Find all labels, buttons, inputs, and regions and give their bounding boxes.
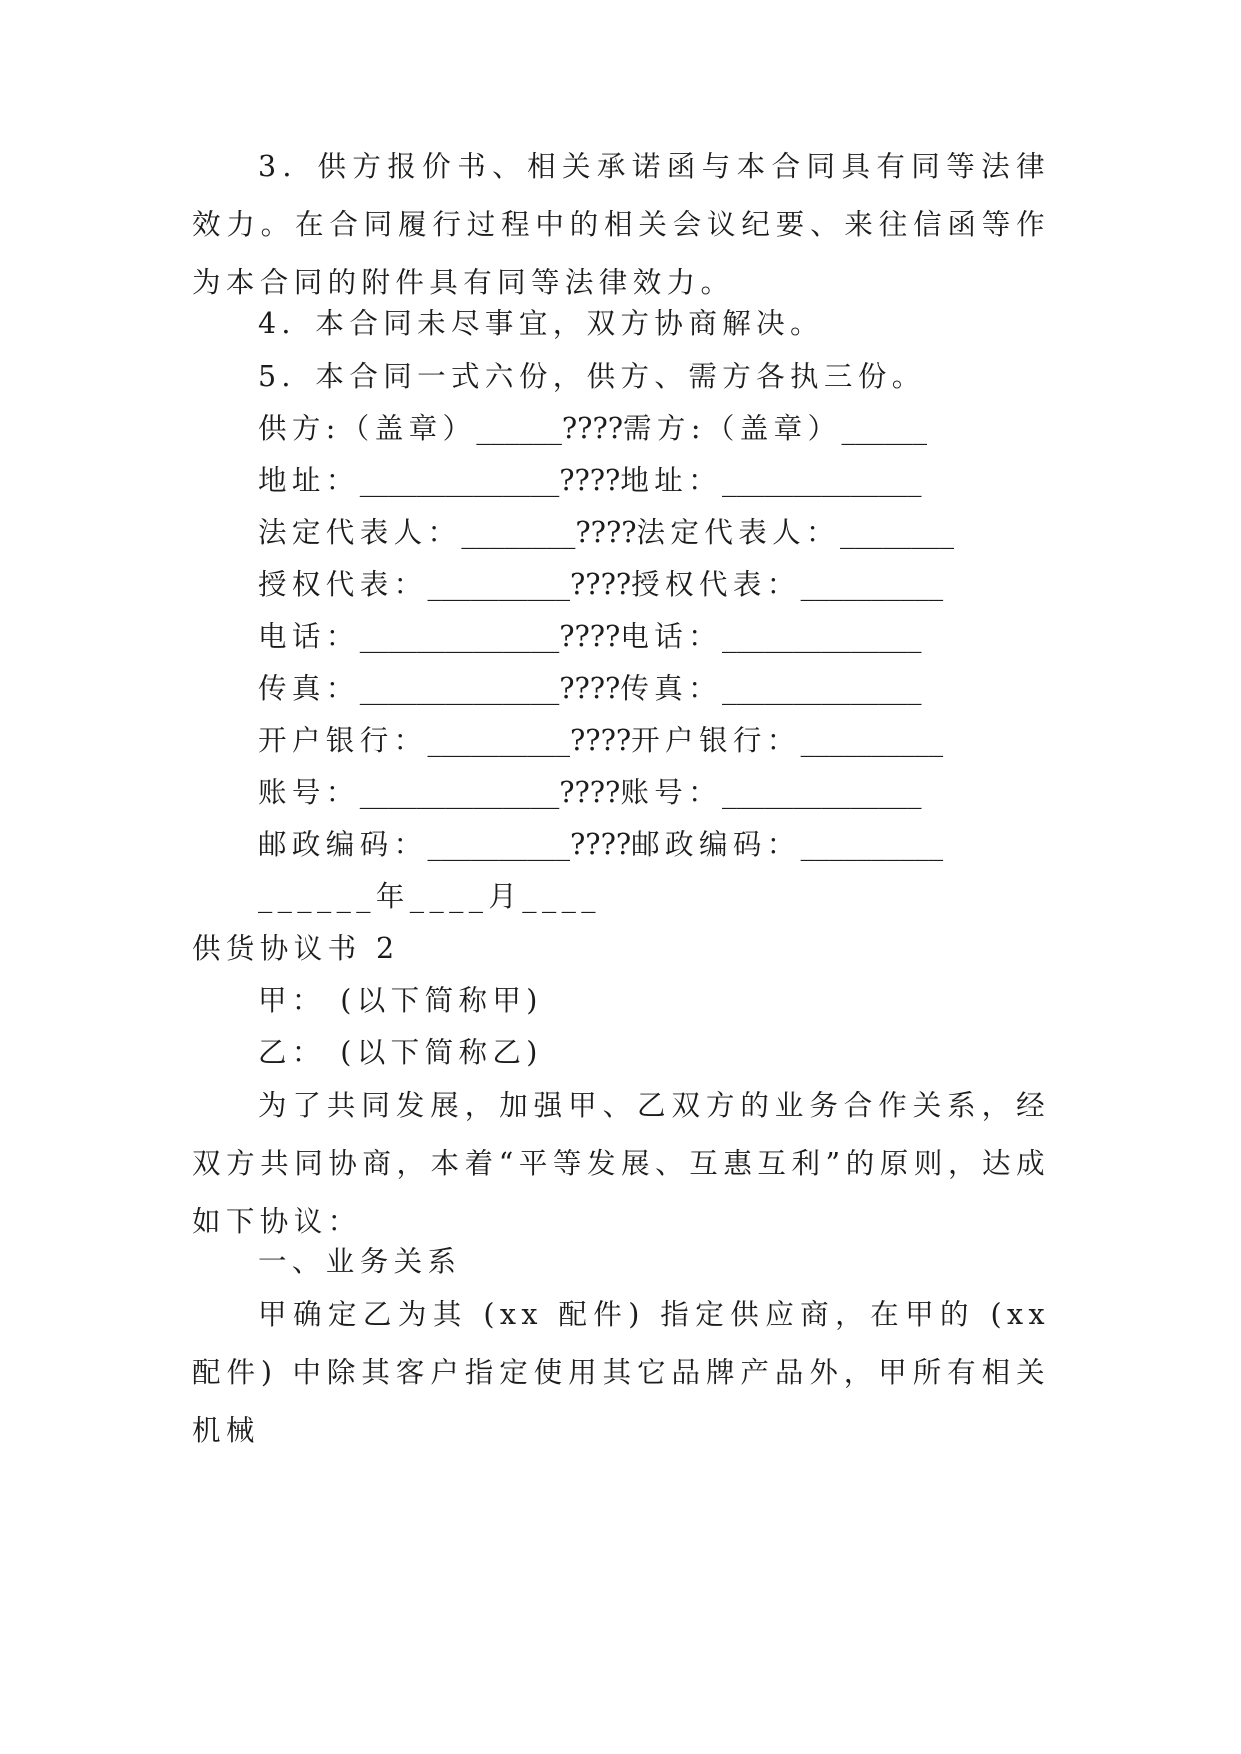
signature-left-label: 邮政编码： (258, 828, 428, 861)
signature-right-blank: ______________ (722, 672, 922, 705)
signature-separator: ???? (570, 568, 632, 601)
signature-row (258, 452, 922, 510)
signature-row (258, 816, 943, 874)
signature-right-blank: ______ (841, 412, 927, 445)
signature-left-label: 法定代表人： (258, 516, 462, 549)
signature-left-label: 电话： (258, 620, 360, 653)
signature-left-blank: __________ (427, 724, 571, 757)
signature-right-blank: ________ (839, 516, 954, 549)
signature-left-label: 地址： (258, 464, 360, 497)
signature-left-blank: __________ (427, 568, 571, 601)
signature-left-blank: ______ (476, 412, 562, 445)
signature-left-label: 开户银行： (258, 724, 428, 757)
signature-row (258, 400, 927, 458)
signature-left-blank: ______________ (359, 776, 560, 809)
date-line: ______年____月____ (258, 880, 601, 913)
signature-right-label: 授权代表： (631, 568, 801, 601)
signature-row (258, 712, 943, 770)
signature-separator: ???? (559, 620, 621, 653)
signature-right-label: 电话： (620, 620, 723, 653)
signature-left-blank: ______________ (359, 672, 560, 705)
signature-left-label: 传真： (258, 672, 360, 705)
clause-4-paragraph: 4．本合同未尽事宜，双方协商解决。 (258, 307, 824, 340)
party-a-line: 甲： (以下简称甲) (258, 984, 543, 1017)
signature-left-label: 授权代表： (258, 568, 428, 601)
signature-left-blank: ______________ (359, 620, 560, 653)
signature-left-blank: __________ (427, 828, 571, 861)
signature-row (258, 504, 954, 562)
signature-right-blank: ______________ (722, 464, 922, 497)
signature-left-blank: ________ (461, 516, 576, 549)
signature-right-label: 开户银行： (631, 724, 801, 757)
signature-left-blank: ______________ (359, 464, 560, 497)
party-b-line: 乙： (以下简称乙) (258, 1036, 543, 1069)
signature-left-label: 账号： (258, 776, 360, 809)
signature-right-blank: ______________ (722, 776, 922, 809)
signature-right-label: 账号： (620, 776, 723, 809)
signature-separator: ???? (575, 516, 637, 549)
signature-right-blank: __________ (800, 568, 944, 601)
signature-separator: ???? (559, 464, 621, 497)
clause-5-paragraph: 5．本合同一式六份，供方、需方各执三份。 (258, 360, 926, 393)
signature-right-label: 邮政编码： (631, 828, 801, 861)
section-1-heading: 一、业务关系 (258, 1245, 462, 1278)
signature-left-label: 供方:（盖章） (258, 412, 477, 445)
agreement-2-title: 供货协议书 2 (192, 932, 400, 965)
signature-separator: ???? (561, 412, 624, 445)
preamble-paragraph: 为了共同发展，加强甲、乙双方的业务合作关系，经双方共同协商，本着“平等发展、互惠互利”的原则，达成如下协议： (192, 1089, 1050, 1238)
signature-separator: ???? (570, 724, 632, 757)
signature-right-label: 传真： (620, 672, 723, 705)
clause-3-paragraph: 3．供方报价书、相关承诺函与本合同具有同等法律效力。在合同履行过程中的相关会议纪要、来往信函等作为本合同的附件具有同等法律效力。 (192, 150, 1050, 299)
signature-right-label: 地址： (620, 464, 723, 497)
signature-right-blank: __________ (800, 724, 944, 757)
signature-row (258, 556, 943, 614)
signature-right-blank: __________ (800, 828, 944, 861)
signature-separator: ???? (559, 672, 621, 705)
signature-row (258, 660, 922, 718)
signature-row (258, 764, 922, 822)
signature-separator: ???? (559, 776, 621, 809)
signature-right-label: 法定代表人： (636, 516, 840, 549)
signature-right-label: 需方:（盖章） (623, 412, 842, 445)
signature-row (258, 608, 922, 666)
signature-right-blank: ______________ (722, 620, 922, 653)
signature-separator: ???? (570, 828, 632, 861)
section-1-paragraph: 甲确定乙为其 (xx 配件) 指定供应商，在甲的 (xx 配件) 中除其客户指定使用其它品牌产品外，甲所有相关机械 (192, 1298, 1050, 1447)
